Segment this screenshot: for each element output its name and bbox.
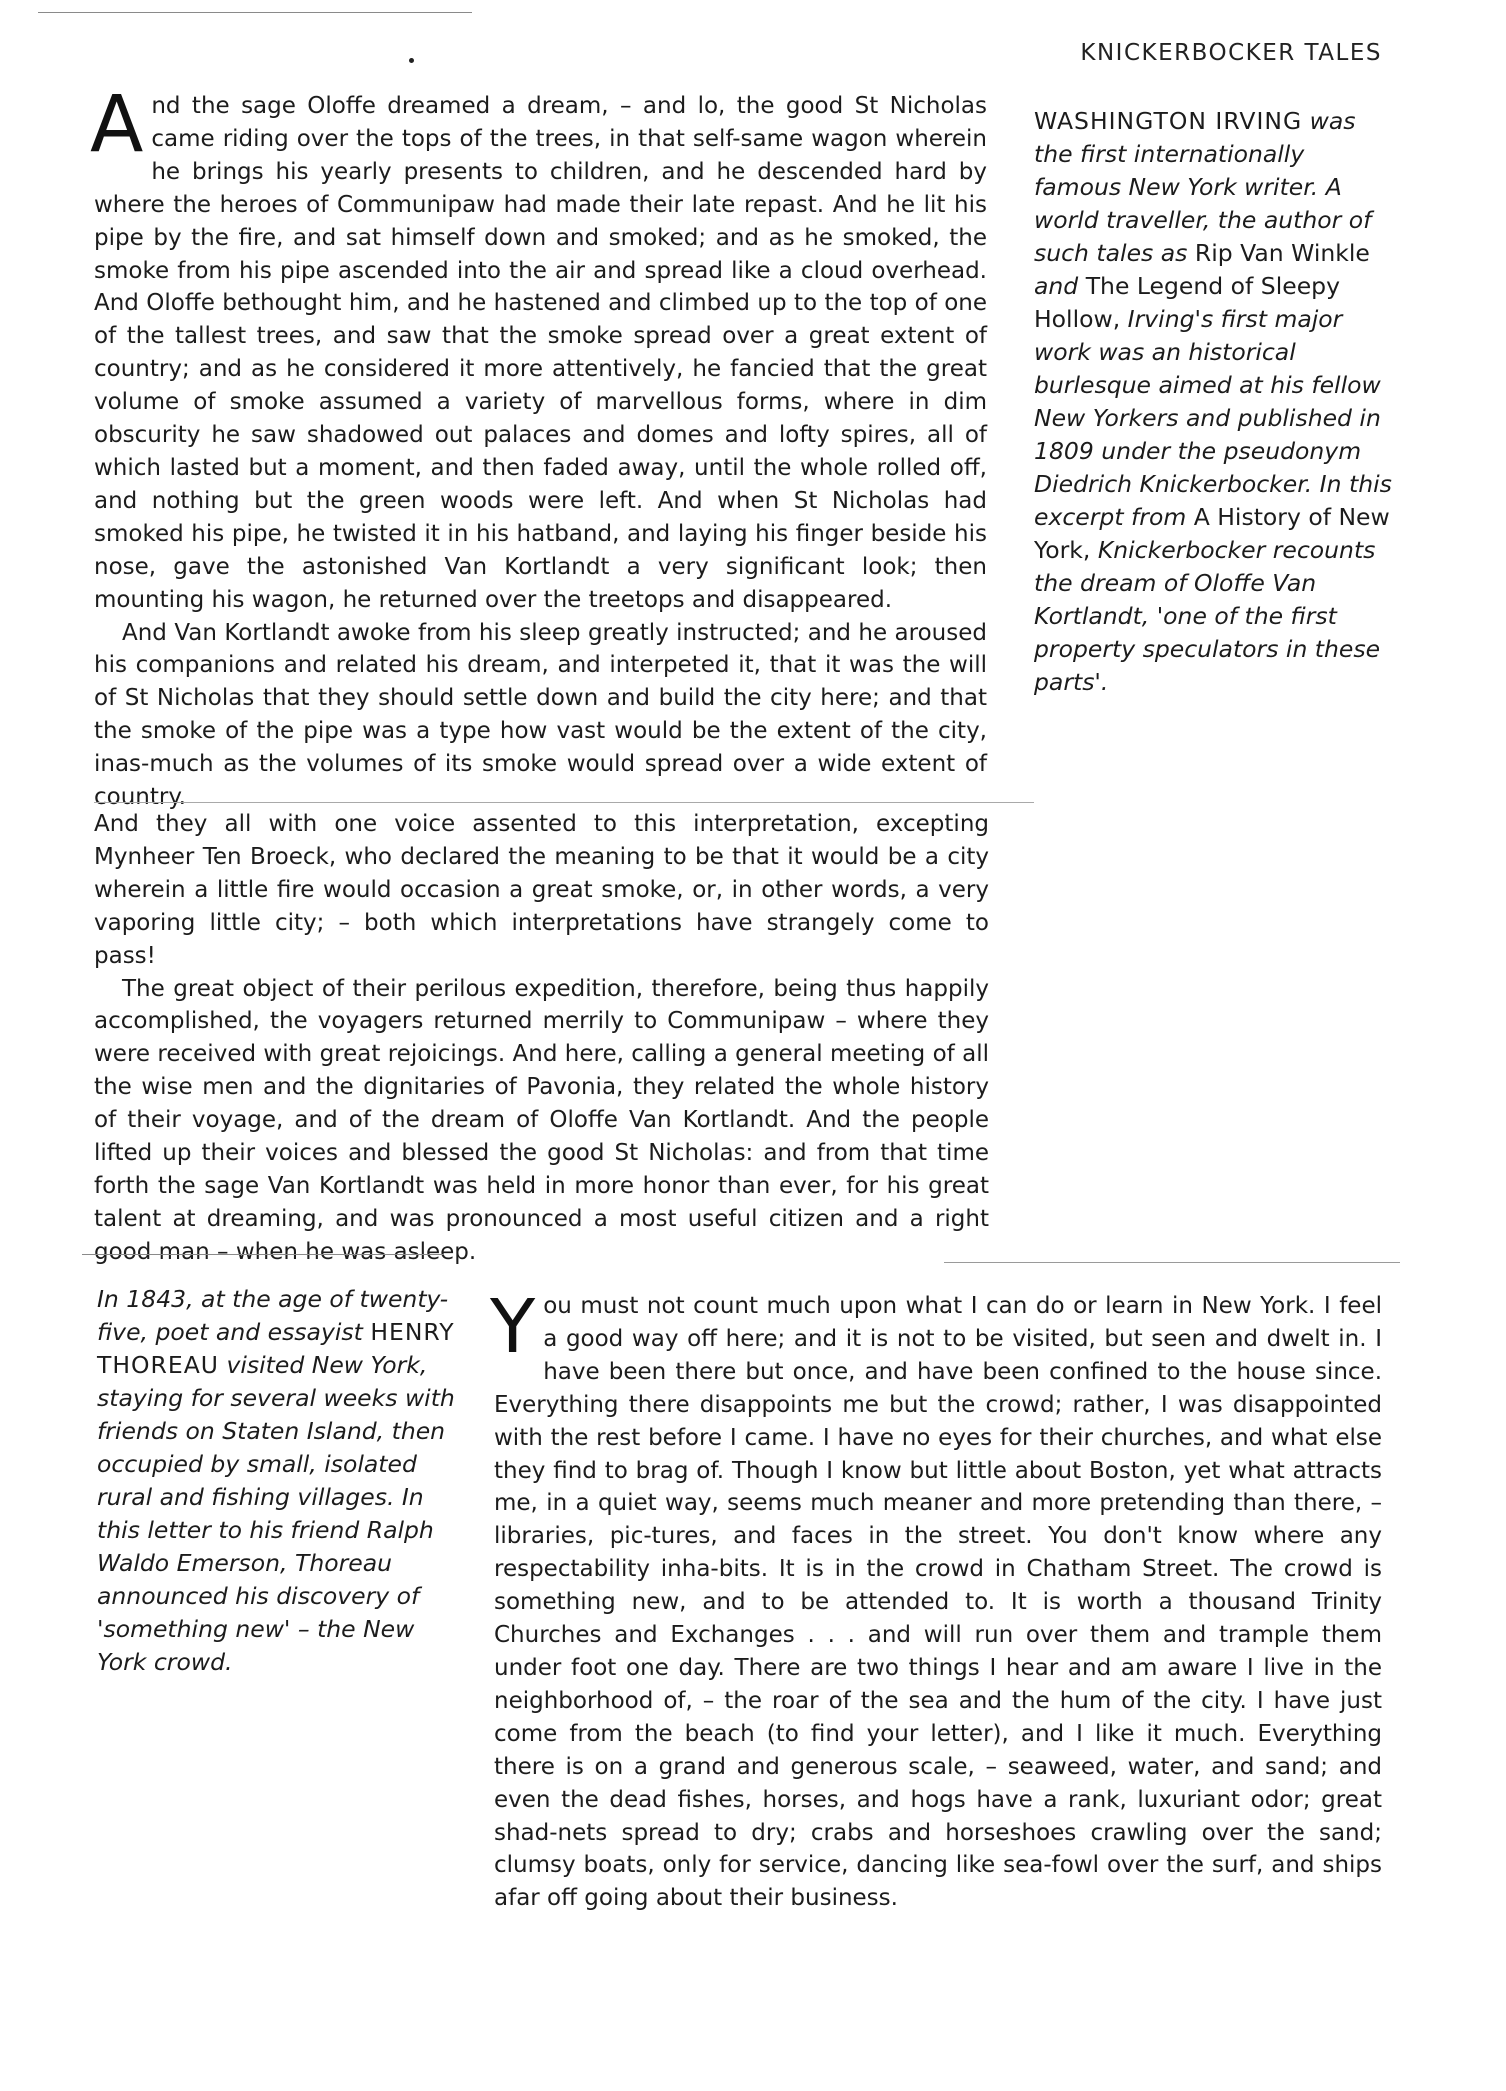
drop-cap-y: Y bbox=[490, 1284, 536, 1370]
irving-title-history-ny: A History of New York, bbox=[1034, 503, 1390, 564]
stray-mark bbox=[409, 58, 414, 63]
thoreau-letter bbox=[490, 1284, 1382, 1915]
irving-paragraph-2: And Van Kortlandt awoke from his sleep greatly instructed; and he aroused his companions and related his dream, and interpeted it, that it was the will of St Nicholas that they should settle down and build the city here; and that the smoke of the pipe was a type how vast would be the extent of the city, inas-much as the volumes of its smoke would spread over a wide extent of country. bbox=[94, 619, 987, 811]
irving-paragraph-3: And they all with one voice assented to this interpretation, excepting Mynheer Ten Broeck, who declared the meaning to be that it would be a city wherein a little fire would occasion a great smoke, or, in other words, a very vaporing little city; – both which interpretations have strangely come to pass! bbox=[94, 811, 989, 969]
thoreau-name: HENRY THOREAU bbox=[97, 1318, 455, 1379]
thoreau-sidenote bbox=[97, 1283, 457, 1679]
running-header: KNICKERBOCKER TALES bbox=[1080, 40, 1382, 66]
irving-excerpt-top bbox=[90, 80, 987, 814]
irving-name: WASHINGTON IRVING bbox=[1034, 107, 1303, 135]
irving-paragraph-1 bbox=[90, 80, 987, 617]
left-section-rule bbox=[82, 1254, 444, 1255]
thoreau-letter-text: ou must not count much upon what I can do or learn in New York. I feel a good way off here; and it is not to be visited, but seen and dwelt in. I have been there but once, and have been confined to the house since. Everything there disappoints me but the crowd; rather, I was disappointed with the rest before I came. I have no eyes for their churches, and what else they find to brag of. Though I know but little about Boston, yet what attracts me, in a quiet way, seems much meaner and more pretending than there, – libraries, pic-tures, and faces in the street. You don't know where any respectability inha-bits. It is in the crowd in Chatham Street. The crowd is something new, and to be attended to. It is worth a thousand Trinity Churches and Exchanges . . . and will run over them and trample them under foot one day. There are two things I hear and am aware I live in the neighborhood of, – the roar of the sea and the hum of the city. I have just come from the beach (to find your letter), and I like it much. Everything there is on a grand and generous scale, – seaweed, water, and sand; and even the dead fishes, horses, and hogs have a rank, luxuriant odor; great shad-nets spread to dry; crabs and horseshoes crawling over the sand; clumsy boats, only for service, dancing like sea-fowl over the surf, and ships afar off going about their business. bbox=[494, 1293, 1382, 1912]
irving-sidenote bbox=[1034, 105, 1394, 699]
irving-excerpt-bottom bbox=[94, 808, 989, 1269]
thoreau-letter-paragraph bbox=[490, 1284, 1382, 1915]
thoreau-note-text-1: In 1843, at the age of twenty-five, poet and essayist bbox=[97, 1285, 449, 1346]
irving-title-sleepy-hollow: The Legend of Sleepy Hollow, bbox=[1034, 272, 1340, 333]
irving-note-text-2: and bbox=[1034, 272, 1079, 300]
top-rule bbox=[38, 12, 472, 13]
irving-note-text-1: was the first internationally famous New York writer. A world traveller, the author of such tales as bbox=[1034, 107, 1372, 267]
thoreau-note-text-2: visited New York, staying for several weeks with friends on Staten Island, then occupied by small, isolated rural and fishing villages. In this letter to his friend Ralph Waldo Emerson, Thoreau announced his discovery of 'something new' – the New York crowd. bbox=[97, 1351, 455, 1676]
irving-note-text-3: Irving's first major work was an historical burlesque aimed at his fellow New Yorkers and published in 1809 under the pseudonym Diedrich Knickerbocker. In this excerpt from bbox=[1034, 305, 1392, 531]
right-section-rule bbox=[944, 1262, 1400, 1263]
irving-note-text-4: Knickerbocker recounts the dream of Oloffe Van Kortlandt, 'one of the first property speculators in these parts'. bbox=[1034, 536, 1381, 696]
irving-paragraph-4: The great object of their perilous expedition, therefore, being thus happily accomplished, the voyagers returned merrily to Communipaw – where they were received with great rejoicings. And here, calling a general meeting of all the wise men and the dignitaries of Pavonia, they related the whole history of their voyage, and of the dream of Oloffe Van Kortlandt. And the people lifted up their voices and blessed the good St Nicholas: and from that time forth the sage Van Kortlandt was held in more honor than ever, for his great talent at dreaming, and was pronounced a most useful citizen and a right good man – when he was asleep. bbox=[94, 975, 989, 1265]
drop-cap-a: A bbox=[90, 80, 144, 170]
irving-paragraph-1-text: nd the sage Oloffe dreamed a dream, – and lo, the good St Nicholas came riding over the tops of the trees, in that self-same wagon wherein he brings his yearly presents to children, and he descended hard by where the heroes of Communipaw had made their late repast. And he lit his pipe by the fire, and sat himself down and smoked; and as he smoked, the smoke from his pipe ascended into the air and spread like a cloud overhead. And Oloffe bethought him, and he hastened and climbed up to the top of one of the tallest trees, and saw that the smoke spread over a great extent of country; and as he considered it more attentively, he fancied that the great volume of smoke assumed a variety of marvellous forms, where in dim obscurity he saw shadowed out palaces and domes and lofty spires, all of which lasted but a moment, and then faded away, until the whole rolled off, and nothing but the green woods were left. And when St Nicholas had smoked his pipe, he twisted it in his hatband, and laying his finger beside his nose, gave the astonished Van Kortlandt a very significant look; then mounting his wagon, he returned over the treetops and disappeared. bbox=[94, 93, 987, 613]
irving-title-rip-van-winkle: Rip Van Winkle bbox=[1194, 239, 1370, 267]
middle-rule bbox=[94, 802, 1034, 803]
